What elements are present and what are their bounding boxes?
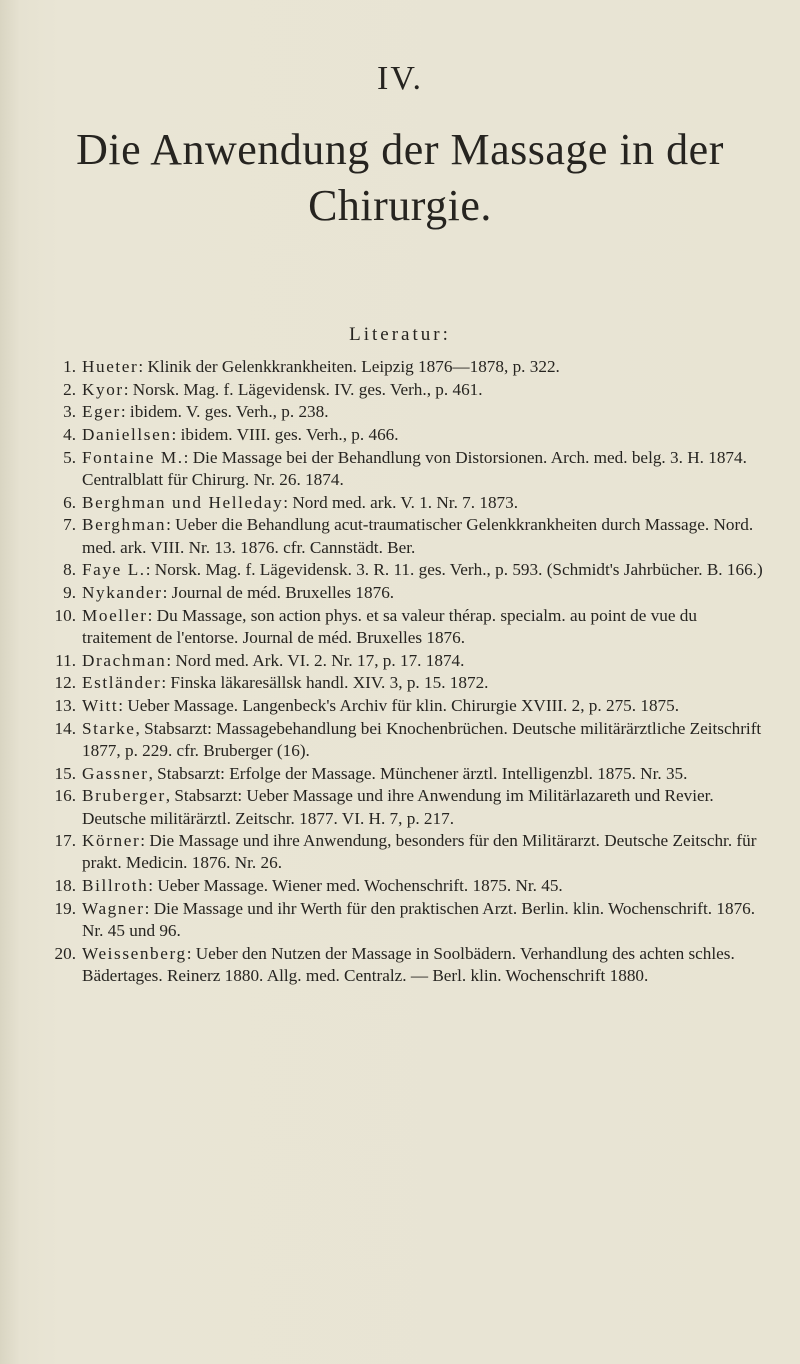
- reference-item: [42, 605, 764, 649]
- reference-number: 16.: [54, 786, 76, 806]
- reference-item: [42, 785, 764, 829]
- reference-text: : Ueber Massage. Langenbeck's Archiv für klin. Chirurgie XVIII. 2, p. 275. 1875.: [118, 696, 680, 716]
- reference-item: [42, 356, 764, 378]
- reference-text: : ibidem. VIII. ges. Verh., p. 466.: [171, 425, 399, 445]
- chapter-title: [0, 122, 800, 234]
- reference-number: 5.: [63, 447, 76, 467]
- reference-number: 2.: [63, 379, 76, 399]
- reference-author: Nykander: [82, 583, 163, 603]
- reference-number: 8.: [63, 560, 76, 580]
- reference-item: [42, 718, 764, 762]
- reference-text: : Journal de méd. Bruxelles 1876.: [162, 583, 395, 603]
- reference-text: : ibidem. V. ges. Verh., p. 238.: [120, 402, 329, 422]
- reference-item: [42, 424, 764, 446]
- reference-text: , Stabsarzt: Massagebehandlung bei Knochenbrüchen. Deutsche militärärztliche Zeitschrift 1877, p. 229. cfr. Bruberger (16).: [82, 718, 762, 760]
- reference-item: [42, 559, 764, 581]
- reference-author: Gassner: [82, 763, 149, 783]
- reference-author: Hueter: [82, 357, 139, 376]
- reference-number: 20.: [54, 943, 76, 963]
- reference-author: Kyor: [82, 379, 124, 399]
- reference-author: Berghman und Helleday: [82, 492, 284, 512]
- reference-item: [42, 672, 764, 694]
- reference-author: Estländer: [82, 673, 162, 693]
- reference-author: Witt: [82, 696, 119, 716]
- reference-number: 13.: [54, 696, 76, 716]
- reference-number: 12.: [54, 673, 76, 693]
- reference-item: [42, 582, 764, 604]
- reference-text: : Norsk. Mag. f. Lägevidensk. IV. ges. Verh., p. 461.: [123, 379, 483, 399]
- reference-author: Bruberger: [82, 786, 166, 806]
- reference-author: Fontaine M.: [82, 447, 184, 467]
- literatur-heading: Literatur:: [349, 324, 451, 345]
- reference-number: 3.: [63, 402, 76, 422]
- reference-number: 14.: [54, 718, 76, 738]
- chapter-title-line-2: Chirurgie.: [308, 181, 492, 230]
- reference-text: : Ueber den Nutzen der Massage in Soolbädern. Verhandlung des achten schles. Bädertages. Reinerz 1880. Allg. med. Centralz. — Berl. klin. Wochenschrift 1880.: [82, 943, 735, 985]
- reference-author: Drachman: [82, 650, 167, 670]
- reference-author: Daniellsen: [82, 425, 172, 445]
- reference-number: 17.: [54, 831, 76, 851]
- reference-author: Faye L.: [82, 560, 146, 580]
- reference-item: [42, 943, 764, 987]
- reference-item: [42, 650, 764, 672]
- reference-text: : Klinik der Gelenkkrankheiten. Leipzig 1876—1878, p. 322.: [138, 357, 560, 376]
- reference-text: , Stabsarzt: Ueber Massage und ihre Anwendung im Militärlazareth und Revier. Deutsche militärärztl. Zeitschr. 1877. VI. H. 7, p. 217.: [82, 786, 714, 828]
- reference-item: [42, 492, 764, 514]
- reference-item: [42, 447, 764, 491]
- reference-number: 1.: [63, 357, 76, 376]
- reference-text: : Du Massage, son action phys. et sa valeur thérap. specialm. au point de vue du traitement de l'entorse. Journal de méd. Bruxelles 1876.: [82, 605, 697, 647]
- reference-number: 18.: [54, 876, 76, 896]
- reference-text: : Die Massage und ihre Anwendung, besonders für den Militärarzt. Deutsche Zeitschr. für prakt. Medicin. 1876. Nr. 26.: [82, 831, 757, 873]
- reference-item: [42, 763, 764, 785]
- reference-author: Eger: [82, 402, 121, 422]
- reference-number: 6.: [63, 492, 76, 512]
- reference-item: [42, 830, 764, 874]
- reference-author: Weissenberg: [82, 943, 187, 963]
- reference-text: : Finska läkaresällsk handl. XIV. 3, p. 15. 1872.: [161, 673, 489, 693]
- reference-text: : Ueber die Behandlung acut-traumatischer Gelenkkrankheiten durch Massage. Nord. med. ark. VIII. Nr. 13. 1876. cfr. Cannstädt. Ber.: [82, 515, 754, 557]
- reference-number: 10.: [54, 605, 76, 625]
- reference-text: : Die Massage bei der Behandlung von Distorsionen. Arch. med. belg. 3. H. 1874. Centralblatt für Chirurg. Nr. 26. 1874.: [82, 447, 747, 490]
- reference-item: [42, 401, 764, 423]
- reference-number: 4.: [63, 425, 76, 445]
- reference-author: Moeller: [82, 605, 148, 625]
- reference-author: Körner: [82, 831, 141, 851]
- reference-text: : Norsk. Mag. f. Lägevidensk. 3. R. 11. ges. Verh., p. 593. (Schmidt's Jahrbücher. B. 166.): [145, 560, 763, 580]
- reference-item: [42, 875, 764, 897]
- reference-author: Billroth: [82, 876, 149, 896]
- reference-text: : Nord med. Ark. VI. 2. Nr. 17, p. 17. 1874.: [166, 650, 465, 670]
- reference-item: [42, 695, 764, 717]
- reference-author: Starke: [82, 718, 136, 738]
- reference-text: : Nord med. ark. V. 1. Nr. 7. 1873.: [283, 492, 519, 512]
- reference-number: 9.: [63, 583, 76, 603]
- reference-number: 7.: [63, 515, 76, 535]
- chapter-title-line-1: Die Anwendung der Massage in der: [76, 125, 724, 174]
- reference-text: : Die Massage und ihr Werth für den praktischen Arzt. Berlin. klin. Wochenschrift. 1876. Nr. 45 und 96.: [82, 898, 756, 941]
- reference-text: : Ueber Massage. Wiener med. Wochenschrift. 1875. Nr. 45.: [148, 876, 563, 896]
- reference-item: [42, 379, 764, 401]
- reference-item: [42, 514, 764, 558]
- chapter-number: IV.: [377, 60, 423, 97]
- reference-text: , Stabsarzt: Erfolge der Massage. Münchener ärztl. Intelligenzbl. 1875. Nr. 35.: [148, 763, 688, 783]
- reference-number: 19.: [54, 898, 76, 918]
- reference-number: 15.: [54, 763, 76, 783]
- reference-author: Wagner: [82, 898, 145, 918]
- reference-author: Berghman: [82, 515, 167, 535]
- reference-number: 11.: [55, 650, 76, 670]
- reference-list: [42, 356, 764, 988]
- reference-item: [42, 898, 764, 942]
